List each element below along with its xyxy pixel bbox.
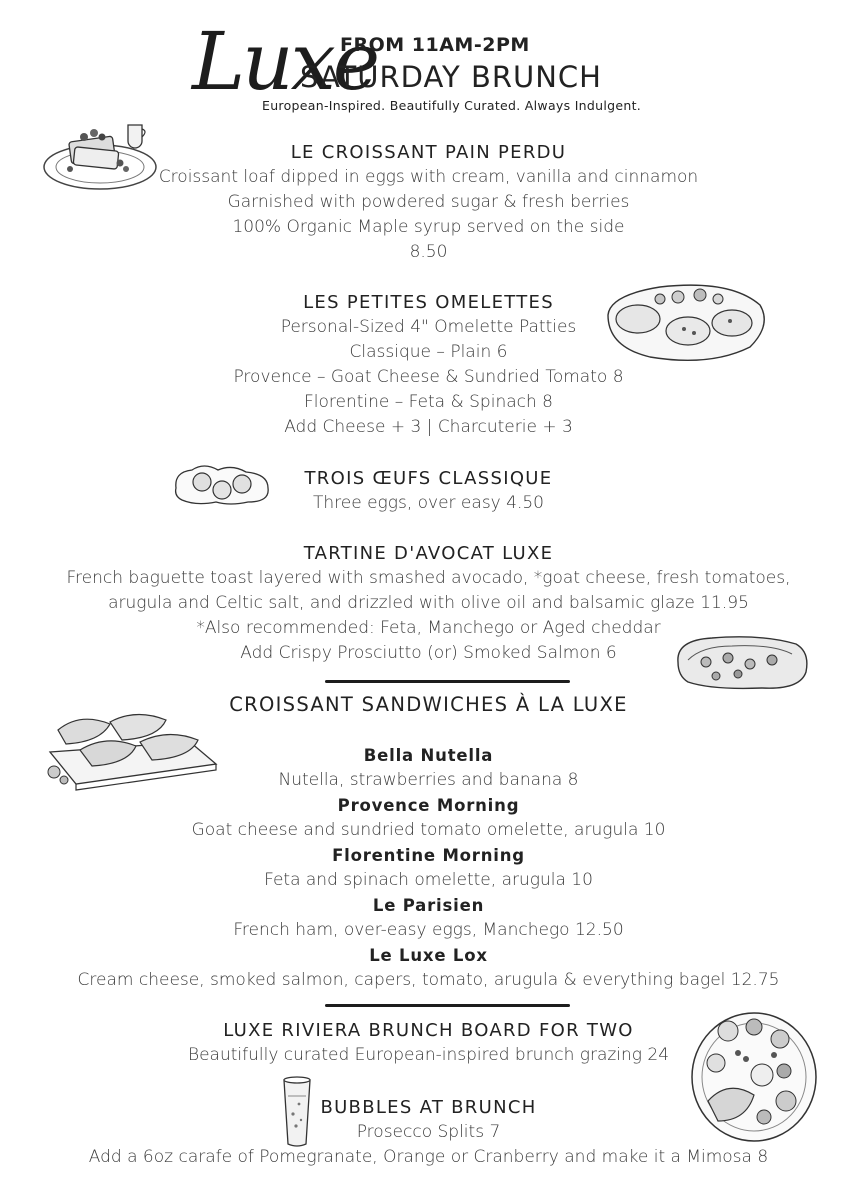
section-divider	[325, 680, 570, 683]
item-line: Add Crispy Prosciutto (or) Smoked Salmon 6	[240, 643, 617, 663]
item-name: Provence Morning	[337, 796, 520, 815]
item-name: Bella Nutella	[363, 746, 494, 765]
tartine-illustration	[672, 632, 812, 694]
item-line: Cream cheese, smoked salmon, capers, tomato, arugula & everything bagel 12.75	[77, 970, 780, 990]
item-price: 8.50	[409, 242, 448, 262]
item-line: 100% Organic Maple syrup served on the side	[232, 217, 625, 237]
item-line: Three eggs, over easy 4.50	[313, 493, 544, 513]
sandwich-list	[0, 743, 857, 993]
item-line: Croissant loaf dipped in eggs with cream, vanilla and cinnamon	[158, 167, 699, 187]
item-line: Florentine – Feta & Spinach 8	[304, 392, 553, 412]
item-name: Le Luxe Lox	[369, 946, 488, 965]
item-line: Feta and spinach omelette, arugula 10	[264, 870, 593, 890]
luxe-script-logo: Luxe	[192, 15, 378, 108]
brunch-hours: FROM 11AM-2PM	[340, 34, 530, 56]
item-line: French baguette toast layered with smashed avocado, *goat cheese, fresh tomatoes,	[66, 568, 791, 588]
item-line: Garnished with powdered sugar & fresh berries	[227, 192, 630, 212]
item-line: Add a 6oz carafe of Pomegranate, Orange or Cranberry and make it a Mimosa 8	[88, 1147, 769, 1167]
item-line: Goat cheese and sundried tomato omelette, arugula 10	[191, 820, 666, 840]
item-line: Add Cheese + 3 | Charcuterie + 3	[284, 417, 573, 437]
section-pain-perdu	[0, 140, 857, 265]
item-line: Beautifully curated European-inspired brunch grazing 24	[187, 1045, 670, 1065]
section-bubbles	[0, 1095, 857, 1170]
item-line: Prosecco Splits 7	[356, 1122, 501, 1142]
section-title: TROIS ŒUFS CLASSIQUE	[304, 468, 553, 489]
item-name: Florentine Morning	[332, 846, 525, 865]
item-line: Provence – Goat Cheese & Sundried Tomato 8	[233, 367, 624, 387]
section-title: TARTINE D'AVOCAT LUXE	[303, 543, 554, 564]
section-title: LUXE RIVIERA BRUNCH BOARD FOR TWO	[223, 1020, 634, 1041]
item-line: Nutella, strawberries and banana 8	[278, 770, 579, 790]
section-title: BUBBLES AT BRUNCH	[320, 1097, 537, 1118]
section-title: CROISSANT SANDWICHES À LA LUXE	[229, 693, 628, 716]
section-title: LE CROISSANT PAIN PERDU	[290, 142, 567, 163]
section-omelettes	[0, 290, 857, 440]
item-line: *Also recommended: Feta, Manchego or Aged cheddar	[196, 618, 661, 638]
section-oeufs	[0, 466, 857, 516]
page-title: SATURDAY BRUNCH	[300, 60, 602, 94]
section-board	[0, 1018, 857, 1068]
item-line: Classique – Plain 6	[349, 342, 508, 362]
item-line: French ham, over-easy eggs, Manchego 12.50	[233, 920, 624, 940]
section-divider	[325, 1004, 570, 1007]
item-name: Le Parisien	[372, 896, 485, 915]
section-title: LES PETITES OMELETTES	[303, 292, 554, 313]
item-line: arugula and Celtic salt, and drizzled with olive oil and balsamic glaze 11.95	[108, 593, 749, 613]
section-sandwiches	[0, 692, 857, 717]
tagline: European-Inspired. Beautifully Curated. Always Indulgent.	[262, 98, 642, 113]
item-line: Personal-Sized 4" Omelette Patties	[280, 317, 577, 337]
